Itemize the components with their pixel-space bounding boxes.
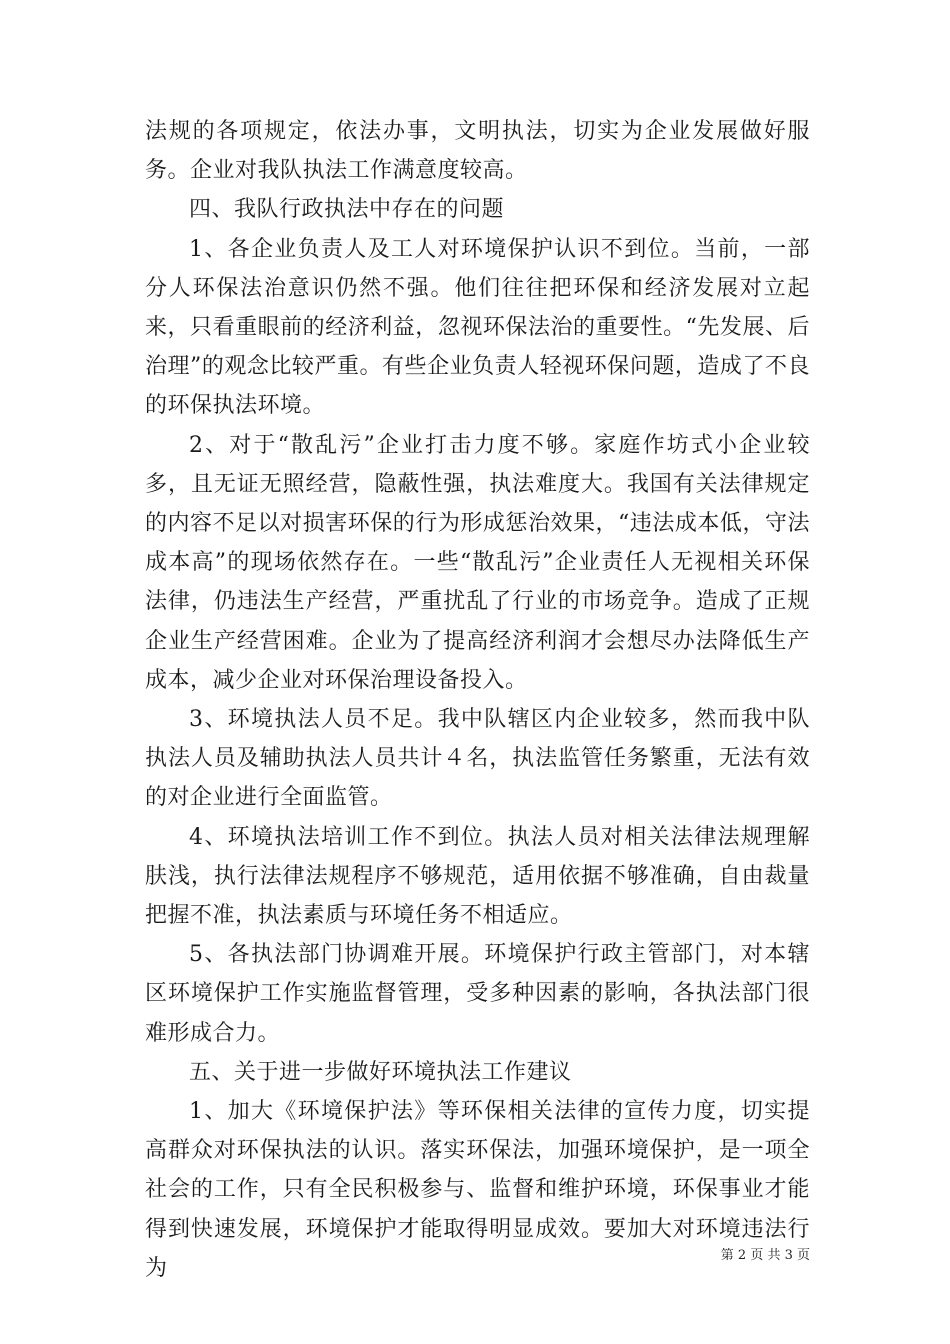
paragraph-problem-5: 5、各执法部门协调难开展。环境保护行政主管部门，对本辖区环境保护工作实施监督管理，受多种因素的影响，各执法部门很难形成合力。: [145, 942, 810, 1046]
section-heading-suggestions: 五、关于进一步做好环境执法工作建议: [189, 1059, 572, 1085]
section-heading-problems: 四、我队行政执法中存在的问题: [189, 197, 505, 223]
page-number: 第 2 页 共 3 页: [720, 1248, 810, 1263]
paragraph-continuation: 法规的各项规定，依法办事，文明执法，切实为企业发展做好服务。企业对我队执法工作满意度较高。: [145, 119, 810, 184]
paragraph-problem-3: 3、环境执法人员不足。我中队辖区内企业较多，然而我中队执法人员及辅助执法人员共计４名，执法监管任务繁重，无法有效的对企业进行全面监管。: [145, 707, 810, 811]
document-body: [145, 112, 810, 1288]
paragraph-problem-2: 2、对于“散乱污”企业打击力度不够。家庭作坊式小企业较多，且无证无照经营，隐蔽性强，执法难度大。我国有关法律规定的内容不足以对损害环保的行为形成惩治效果，“违法成本低，守法成本高”的现场依然存在。一些“散乱污”企业责任人无视相关环保法律，仍违法生产经营，严重扰乱了行业的市场竞争。造成了正规企业生产经营困难。企业为了提高经济利润才会想尽办法降低生产成本，减少企业对环保治理设备投入。: [145, 432, 810, 693]
paragraph-problem-1: 1、各企业负责人及工人对环境保护认识不到位。当前，一部分人环保法治意识仍然不强。他们往往把环保和经济发展对立起来，只看重眼前的经济利益，忽视环保法治的重要性。“先发展、后治理”的观念比较严重。有些企业负责人轻视环保问题，造成了不良的环保执法环境。: [145, 236, 810, 419]
paragraph-problem-4: 4、环境执法培训工作不到位。执法人员对相关法律法规理解肤浅，执行法律法规程序不够规范，适用依据不够准确，自由裁量把握不准，执法素质与环境任务不相适应。: [145, 824, 810, 929]
paragraph-suggestion-1: 1、加大《环境保护法》等环保相关法律的宣传力度，切实提高群众对环保执法的认识。落实环保法，加强环境保护，是一项全社会的工作，只有全民积极参与、监督和维护环境，环保事业才能得到快速发展，环境保护才能取得明显成效。要加大对环境违法行为: [145, 1099, 810, 1281]
